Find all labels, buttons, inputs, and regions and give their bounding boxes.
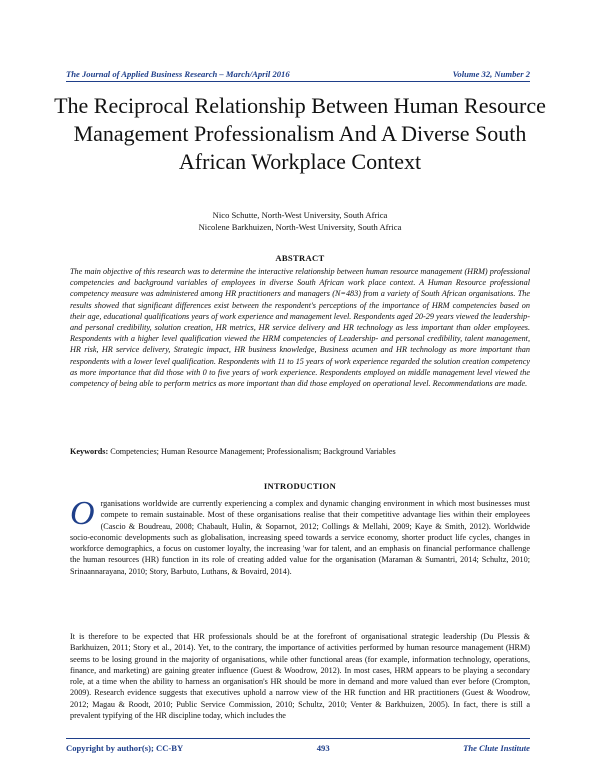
author-line: Nicolene Barkhuizen, North-West University, South Africa — [198, 222, 402, 232]
keywords-text: Competencies; Human Resource Management; Professionalism; Background Variables — [110, 447, 396, 456]
copyright-notice: Copyright by author(s); CC-BY — [66, 743, 184, 753]
keywords-label: Keywords: — [70, 447, 109, 456]
paper-title: The Reciprocal Relationship Between Human Resource Management Professionalism And A Diverse South African Workplace Context — [54, 93, 546, 174]
abstract-heading: ABSTRACT — [275, 253, 325, 263]
author-line: Nico Schutte, North-West University, South Africa — [212, 210, 388, 220]
introduction-paragraph-1 — [70, 495, 530, 577]
header-rule — [66, 81, 530, 82]
author-list — [0, 209, 600, 233]
journal-name: The Journal of Applied Business Research – March/April 2016 — [66, 69, 290, 79]
keywords — [70, 446, 530, 457]
publisher-name: The Clute Institute — [463, 743, 530, 753]
volume-info: Volume 32, Number 2 — [452, 69, 530, 79]
paragraph-text: rganisations worldwide are currently experiencing a complex and dynamic changing environment in which most businesses must compete to remain sustainable. Most of these organisations realise that their competitive advantage lies within their employees (Cascio & Boudreau, 2008; Chabault, Hulin, & Soparnot, 2012; Collings & Mellahi, 2009; Kaye & Smith, 2012). Worldwide socio-economic developments such as globalisation, increasing speed towards a service economy, shorter product life cycles, changes in workforce demographics, a focus on customer loyalty, the increasing 'war for talent, and an emphasis on financial performance challenge the human resources (HR) function in its role of creating added value for the organisation (Maraman & Sumantri, 2014; Schultz, 2010; Srinaannarayana, 2010; Story, Barbuto, Luthans, & Bovaird, 2014). — [70, 499, 530, 576]
footer-rule — [66, 738, 530, 739]
drop-cap: O — [70, 495, 95, 532]
introduction-heading: INTRODUCTION — [263, 481, 337, 491]
page-number: 493 — [316, 743, 330, 753]
running-footer — [66, 743, 530, 753]
introduction-paragraph-2: It is therefore to be expected that HR professionals should be at the forefront of organisational strategic leadership (Du Plessis & Barkhuizen, 2011; Story et al., 2014). Yet, to the contrary, the importance of activities performed by human resource management (HRM) seems to be losing ground in the majority of organisations, while other functional areas (for example, information technology, operations, finance, and marketing) are gaining greater influence (Guest & Woodrow, 2012). In most cases, HRM appears to be playing a secondary role, at a time when the ability to harness an organisation's HR should be more in demand and more valued than ever before (Crompton, 2009). Research evidence suggests that executives uphold a narrow view of the HR function and HR practitioners (Guest & Woodrow, 2012; Magau & Roodt, 2010; Public Service Commission, 2010; Schultz, 2010; Venter & Barkhuizen, 2005). In fact, there is still a prevalent typifying of the HR discipline today, which includes the — [70, 632, 530, 721]
abstract-text: The main objective of this research was to determine the interactive relationship between human resource management (HRM) professional competencies and background variables of employees in diverse South African work place context. A Human Resource professional competency measure was administered among HR practitioners and managers (N=483) from a variety of South African organisations. The results showed that significant differences exist between the respondent's perceptions of the importance of HRM competencies based on their age, educational qualifications years of work experience and management level. Respondents aged 20-29 years viewed the leadership- and personal credibility, solution creation, HR metrics, HR service delivery and HR technology as less important than older employees. Respondents with a higher level qualification viewed the HRM competencies of Leadership- and personal credibility, talent management, HR risk, HR service delivery, Strategic impact, HR business knowledge, Business acumen and HR technology as more important than respondents with a lower level qualification. Respondents with 11 to 15 years of work experience regarded the solution creation competency as more importance that did those with 0 to five years of work experience. Respondents employed on middle management level viewed the competency of being able to perform metrics as more important than did those employed on operational level. Recommendations are made. — [70, 267, 530, 389]
running-header — [66, 69, 530, 79]
